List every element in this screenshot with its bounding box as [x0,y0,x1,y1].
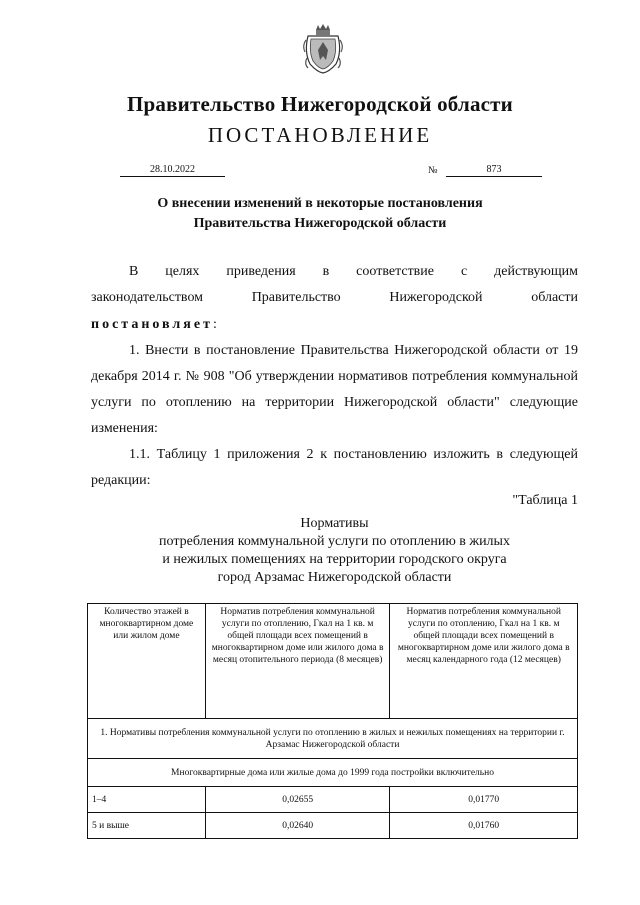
subsection-cell: Многоквартирные дома или жилые дома до 1999 года постройки включительно [88,759,578,787]
header-floors: Количество этажей в многоквартирном доме или жилом доме [88,604,206,719]
table-row [88,787,578,813]
paragraph-line: законодательством Правительство Нижегородской области [91,290,578,305]
coat-of-arms-icon [302,22,344,74]
table-label: "Таблица 1 [512,493,578,508]
paragraph-line: В целях приведения в соответствие с действующим [129,264,578,279]
table-header-row [88,604,578,719]
norm-8-cell: 0,02655 [205,787,390,813]
table-title [91,515,578,587]
table-title-line: и нежилых помещениях на территории городского округа [162,552,507,567]
section-cell: 1. Нормативы потребления коммунальной услуги по отоплению в жилых и нежилых помещениях на территории г. Арзамас Нижегородской области [88,719,578,759]
document-subject [0,194,640,234]
colon: : [212,317,217,332]
floors-cell: 5 и выше [88,813,206,839]
table-subsection-row [88,759,578,787]
header-norm-12-months: Норматив потребления коммунальной услуги по отоплению, Гкал на 1 кв. м общей площади всех помещений в многоквартирном доме или жилого дома в месяц календарного года (12 месяцев) [390,604,578,719]
table-title-line: город Арзамас Нижегородской области [217,570,452,585]
subject-line: Правительства Нижегородской области [193,216,447,231]
paragraph-item-1-1: 1.1. Таблицу 1 приложения 2 к постановлению изложить в следующей редакции: [91,447,578,488]
table-title-line: потребления коммунальной услуги по отоплению в жилых [159,534,510,549]
document-date: 28.10.2022 [120,163,225,177]
header-norm-8-months: Норматив потребления коммунальной услуги по отоплению, Гкал на 1 кв. м общей площади всех помещений в многоквартирном доме или жилого дома в месяц отопительного периода (8 месяцев) [205,604,390,719]
number-label: № [428,165,438,176]
resolves-word: постановляет [91,317,213,332]
norm-12-cell: 0,01760 [390,813,578,839]
subject-line: О внесении изменений в некоторые постановления [157,196,483,211]
paragraph-line [91,312,578,338]
paragraph-item-1: 1. Внести в постановление Правительства Нижегородской области от 19 декабря 2014 г. № 908 "Об утверждении нормативов потребления коммунальной услуги по отоплению на территории Нижегородской области" следующие изменения: [91,343,578,436]
table-row [88,813,578,839]
floors-cell: 1–4 [88,787,206,813]
document-type: ПОСТАНОВЛЕНИЕ [207,123,433,147]
table-section-row [88,719,578,759]
table-title-line: Нормативы [300,516,369,531]
document-number: 873 [446,163,542,177]
norm-8-cell: 0,02640 [205,813,390,839]
norm-12-cell: 0,01770 [390,787,578,813]
norms-table [87,603,578,839]
government-title: Правительство Нижегородской области [127,92,513,116]
